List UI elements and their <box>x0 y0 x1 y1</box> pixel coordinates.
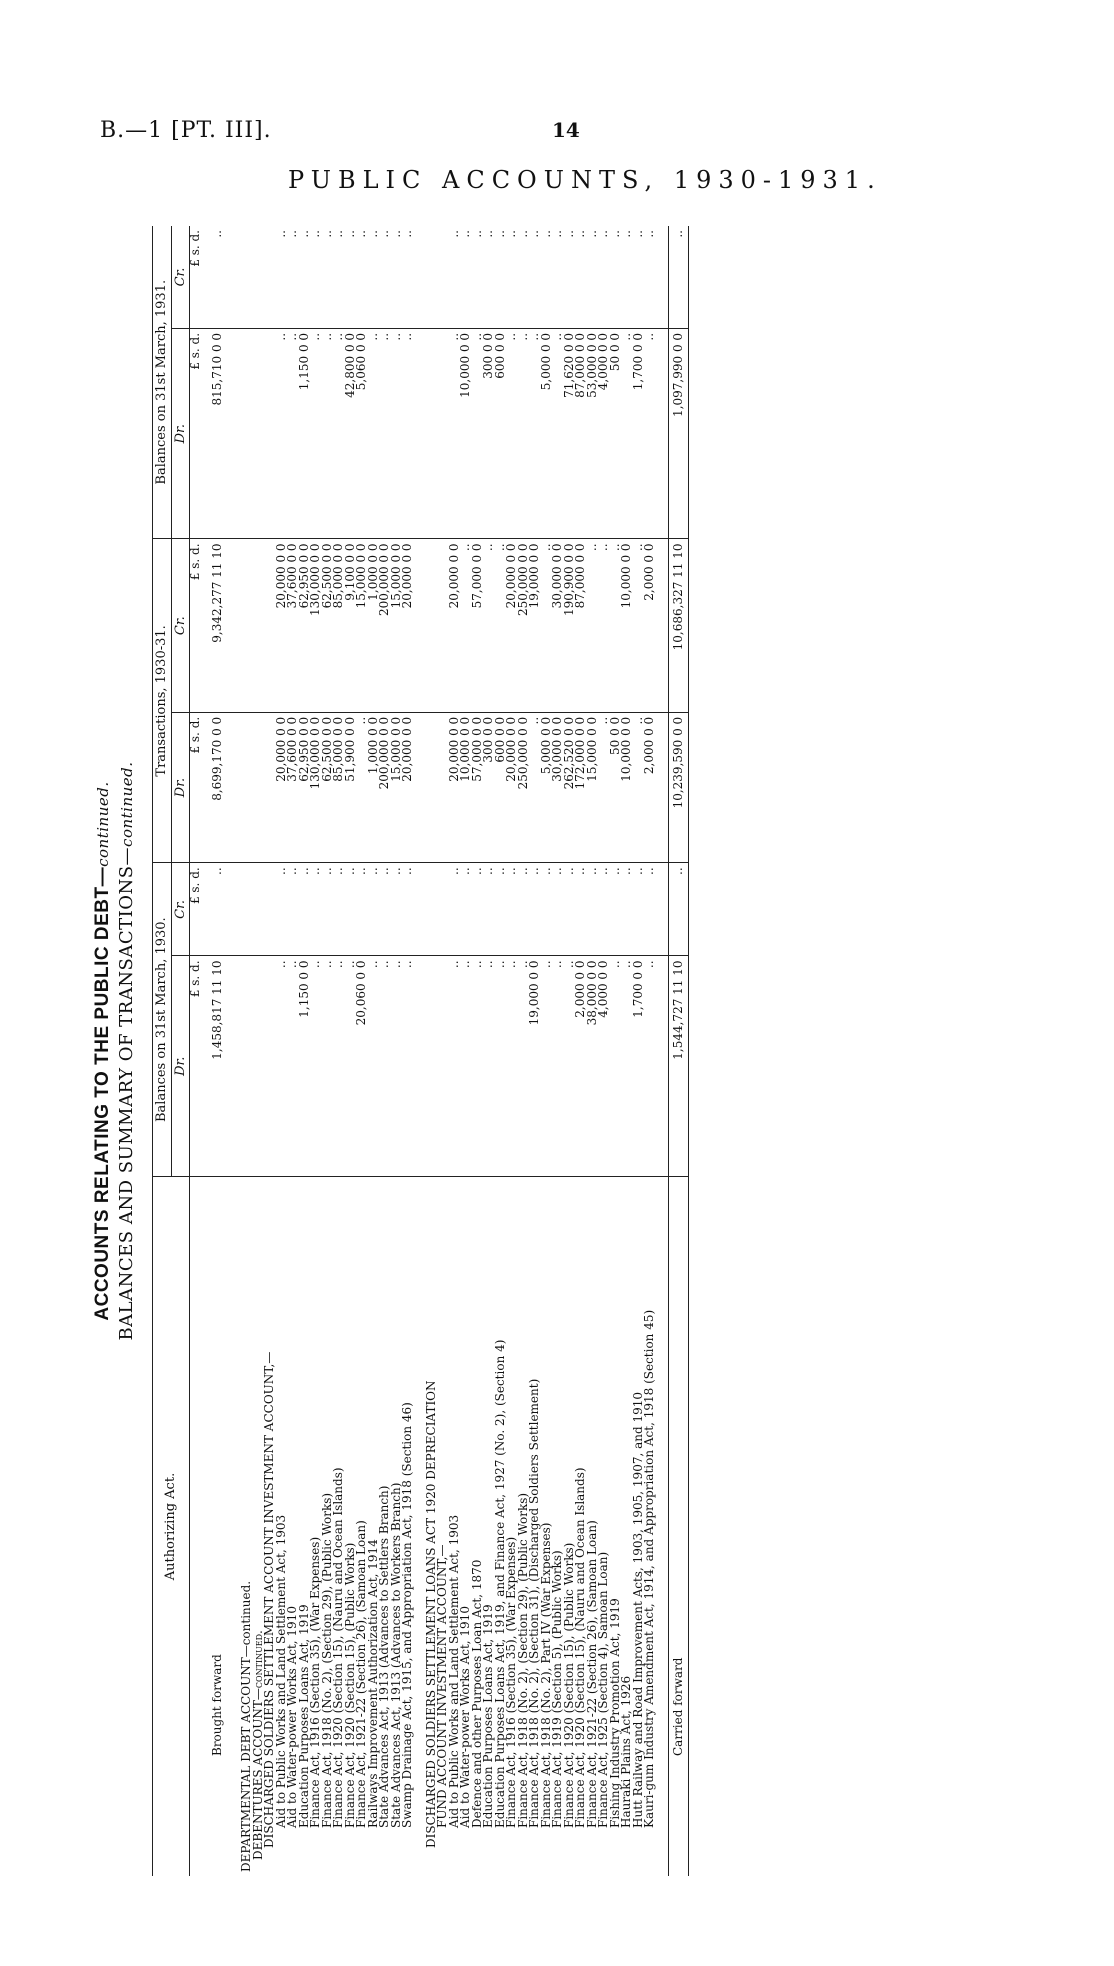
cell-b30cr: .. <box>495 863 507 956</box>
authorizing-act-cell: Hauraki Plains Act, 1926 <box>619 1675 633 1828</box>
col-header-cr: Cr. <box>171 863 190 956</box>
cell-b30dr: .. <box>644 956 656 1177</box>
cell-tdr: 2,000 0 0 <box>644 712 656 863</box>
cell-b30cr: .. <box>310 863 322 956</box>
cell-tdr: 200,000 0 0 <box>379 712 391 863</box>
cell-tdr: 10,000 0 0 <box>460 712 472 863</box>
cell-b30dr: .. <box>610 956 622 1177</box>
cell-tdr: 30,000 0 0 <box>552 712 564 863</box>
cell-b31dr: 10,000 0 0 <box>460 328 472 539</box>
cell-tdr: 250,000 0 0 <box>518 712 530 863</box>
table-row <box>610 226 622 1876</box>
cell-b30dr: 2,000 0 0 <box>575 956 587 1177</box>
cell-b30cr: .. <box>202 863 242 956</box>
cell-tdr: 5,000 0 0 <box>541 712 553 863</box>
cell-b31cr: .. <box>575 226 587 328</box>
cell-b31dr: 1,700 0 0 <box>633 328 645 539</box>
page-title: PUBLIC ACCOUNTS, 1930-1931. <box>288 166 882 194</box>
units-label: £ s. d. <box>190 226 202 328</box>
cell-tdr: 20,000 0 0 <box>402 712 414 863</box>
cell-b31cr: .. <box>621 226 633 328</box>
cell-tdr: 51,900 0 0 <box>345 712 357 863</box>
cell-b30cr: .. <box>506 863 518 956</box>
heading-departmental-debt: DEPARTMENTAL DEBT ACCOUNT—continued. <box>239 1580 253 1872</box>
authorizing-act-cell: Aid to Water-power Works Act, 1910 <box>458 1606 472 1828</box>
cell-b31dr: 87,000 0 0 <box>575 328 587 539</box>
authorizing-act-cell: Fishing Industry Promotion Act, 1919 <box>607 1598 622 1828</box>
cell-tcr: 20,000 0 0 <box>276 539 288 712</box>
cell-b30cr: .. <box>299 863 311 956</box>
cell-tcr: 20,000 0 0 <box>449 539 461 712</box>
cell-tcr: 19,000 0 0 <box>529 539 541 712</box>
cell-b30dr: 1,150 0 0 <box>299 956 311 1177</box>
col-header-act: Authorizing Act. <box>153 1177 190 1877</box>
cell-b30dr: 1,700 0 0 <box>633 956 645 1177</box>
carried-forward-row <box>668 226 689 1876</box>
authorizing-act-cell: Railways Improvement Authorization Act, 1914 <box>365 1539 380 1828</box>
cell-b31cr: .. <box>368 226 380 328</box>
cell-b31dr: 5,060 0 0 <box>356 328 368 539</box>
cell-b31dr: .. <box>518 328 530 539</box>
cell-b30cr: .. <box>483 863 495 956</box>
cell-b31dr: 50 0 0 <box>610 328 622 539</box>
authorizing-act-cell: Finance Act, 1920 (Section 15), (Public Works) <box>342 1542 357 1828</box>
cell-b30cr: .. <box>356 863 368 956</box>
cell-b31cr: .. <box>506 226 518 328</box>
cell-b30dr: .. <box>552 956 564 1177</box>
cell-b30cr: .. <box>379 863 391 956</box>
col-header-cr: Cr. <box>171 226 190 328</box>
cell-b31cr: .. <box>287 226 299 328</box>
authorizing-act-cell: State Advances Act, 1913 (Advances to Workers Branch) <box>388 1482 403 1828</box>
cell-b31cr: .. <box>299 226 311 328</box>
authorizing-act-cell: Finance Act, 1916 (Section 35), (War Expenses) <box>504 1536 518 1828</box>
cell-b30cr: .. <box>460 863 472 956</box>
authorizing-act-cell: Finance Act, 1925 (Section 4), Samoan Loan) <box>596 1551 610 1828</box>
cell-tdr: 8,699,170 0 0 <box>202 712 242 863</box>
cell-b31dr: 4,000 0 0 <box>598 328 610 539</box>
cell-b30dr: .. <box>621 956 633 1177</box>
cell-tcr: 250,000 0 0 <box>518 539 530 712</box>
cell-tdr: 15,000 0 0 <box>391 712 403 863</box>
authorizing-act-cell: Education Purposes Loans Act, 1919, and Finance Act, 1927 (No. 2), (Section 4) <box>492 1339 507 1828</box>
cell-b31dr: .. <box>552 328 564 539</box>
cell-tdr: .. <box>356 712 368 863</box>
cell-tcr: .. <box>598 539 610 712</box>
public-debt-table <box>152 226 689 1876</box>
cell-b30cr: .. <box>449 863 461 956</box>
rows-group-a <box>273 226 414 1876</box>
authorizing-act-cell: Education Purposes Loans Act, 1919 <box>481 1604 495 1828</box>
cell-b31dr: .. <box>644 328 656 539</box>
cell-b30dr: .. <box>391 956 403 1177</box>
cell-tcr: .. <box>610 539 622 712</box>
cell-tdr: 10,239,590 0 0 <box>668 712 689 863</box>
brought-forward-row <box>202 226 242 1876</box>
cell-tdr: 172,000 0 0 <box>575 712 587 863</box>
cell-b31dr: .. <box>449 328 461 539</box>
page-number: 14 <box>552 118 580 142</box>
cell-b30dr: .. <box>368 956 380 1177</box>
col-header-transactions: Transactions, 1930-31. <box>153 539 172 863</box>
cell-b30dr: .. <box>379 956 391 1177</box>
authorizing-act-cell: Finance Act, 1921-22 (Section 26), (Samoan Loan) <box>584 1520 599 1828</box>
cell-b30cr: .. <box>564 863 576 956</box>
cell-b31dr: .. <box>391 328 403 539</box>
cell-b31dr: .. <box>472 328 484 539</box>
cell-b31cr: .. <box>310 226 322 328</box>
cell-b31cr: .. <box>483 226 495 328</box>
cell-tcr: 9,100 0 0 <box>345 539 357 712</box>
cell-b30cr: .. <box>333 863 345 956</box>
cell-b31cr: .. <box>518 226 530 328</box>
cell-b31dr: .. <box>276 328 288 539</box>
caption-line-2: BALANCES AND SUMMARY OF TRANSACTIONS—continued. <box>116 761 137 1341</box>
units-label: £ s. d. <box>190 712 202 863</box>
brought-forward-label: Brought forward <box>209 1654 224 1756</box>
cell-b30cr: .. <box>633 863 645 956</box>
cell-b30dr: 38,000 0 0 <box>587 956 599 1177</box>
cell-b30cr: .. <box>610 863 622 956</box>
authorizing-act-cell: Aid to Water-power Works Act, 1910 <box>285 1606 299 1828</box>
authorizing-act-cell: Hutt Railway and Road Improvement Acts, 1903, 1905, 1907, and 1910 <box>630 1391 645 1828</box>
rotated-table-region <box>92 226 1062 1876</box>
cell-b30dr: .. <box>449 956 461 1177</box>
cell-b31dr: .. <box>368 328 380 539</box>
cell-b31dr: .. <box>322 328 334 539</box>
cell-b30dr: .. <box>345 956 357 1177</box>
cell-b31dr: .. <box>402 328 414 539</box>
cell-b31cr: .. <box>402 226 414 328</box>
cell-tcr: 57,000 0 0 <box>472 539 484 712</box>
cell-tcr: 62,950 0 0 <box>299 539 311 712</box>
cell-b30dr: .. <box>322 956 334 1177</box>
cell-b31cr: .. <box>644 226 656 328</box>
authorizing-act-cell: Education Purposes Loans Act, 1919 <box>296 1604 311 1828</box>
cell-tcr: .. <box>541 539 553 712</box>
cell-b31cr: .. <box>345 226 357 328</box>
cell-b31cr: .. <box>356 226 368 328</box>
cell-b30dr: .. <box>564 956 576 1177</box>
authorizing-act-cell: Finance Act, 1919 (Section 5), (Public Works) <box>550 1550 564 1828</box>
cell-tdr: 62,950 0 0 <box>299 712 311 863</box>
cell-tcr: 87,000 0 0 <box>575 539 587 712</box>
cell-b31cr: .. <box>598 226 610 328</box>
table-caption <box>92 226 137 1876</box>
authorizing-act-cell: Aid to Public Works and Land Settlement Act, 1903 <box>446 1514 461 1828</box>
units-label: £ s. d. <box>190 539 202 712</box>
col-header-dr: Dr. <box>171 956 190 1177</box>
cell-b31cr: .. <box>564 226 576 328</box>
col-header-dr: Dr. <box>171 328 190 539</box>
cell-b30dr: .. <box>402 956 414 1177</box>
cell-b30dr: 1,544,727 11 10 <box>668 956 689 1177</box>
cell-b31cr: .. <box>379 226 391 328</box>
cell-tdr: 50 0 0 <box>610 712 622 863</box>
units-label: £ s. d. <box>190 863 202 956</box>
cell-b30cr: .. <box>644 863 656 956</box>
cell-b30dr: 4,000 0 0 <box>598 956 610 1177</box>
heading-depreciation-investment: FUND ACCOUNT INVESTMENT ACCOUNT,— <box>435 1544 449 1828</box>
cell-b31dr: 815,710 0 0 <box>202 328 242 539</box>
cell-b31dr: .. <box>621 328 633 539</box>
authorizing-act-cell: Finance Act, 1918 (No. 2), (Section 29), (Public Works) <box>319 1492 334 1828</box>
cell-b30cr: .. <box>322 863 334 956</box>
authorizing-act-cell: Finance Act, 1920 (Section 15), (Public Works) <box>561 1542 576 1828</box>
cell-tcr: .. <box>483 539 495 712</box>
units-label: £ s. d. <box>190 956 202 1177</box>
cell-tdr: .. <box>529 712 541 863</box>
cell-b31cr: .. <box>202 226 242 328</box>
units-row <box>190 226 202 1876</box>
cell-b30cr: .. <box>345 863 357 956</box>
cell-tcr: 10,686,327 11 10 <box>668 539 689 712</box>
cell-b31cr: .. <box>668 226 689 328</box>
authorizing-act-cell: Finance Act, 1920 (Section 15), (Nauru and Ocean Islands) <box>573 1467 587 1828</box>
cell-b31cr: .. <box>529 226 541 328</box>
cell-tdr: 262,520 0 0 <box>564 712 576 863</box>
cell-b30dr: 19,000 0 0 <box>529 956 541 1177</box>
col-header-bal1930: Balances on 31st March, 1930. <box>153 863 172 1177</box>
cell-b30cr: .. <box>472 863 484 956</box>
cell-tdr: 85,000 0 0 <box>333 712 345 863</box>
cell-b30dr: .. <box>506 956 518 1177</box>
cell-b30dr: 1,458,817 11 10 <box>202 956 242 1177</box>
cell-b31dr: 1,150 0 0 <box>299 328 311 539</box>
cell-tdr: 20,000 0 0 <box>449 712 461 863</box>
cell-b30cr: .. <box>598 863 610 956</box>
cell-tcr: 130,000 0 0 <box>310 539 322 712</box>
cell-b31dr: 600 0 0 <box>495 328 507 539</box>
authorizing-act-cell: Aid to Public Works and Land Settlement Act, 1903 <box>273 1514 288 1828</box>
cell-tcr: 62,500 0 0 <box>322 539 334 712</box>
cell-b30dr: .. <box>541 956 553 1177</box>
cell-tdr: 130,000 0 0 <box>310 712 322 863</box>
authorizing-act-cell: Finance Act, 1916 (Section 35), (War Expenses) <box>308 1536 322 1828</box>
cell-b31dr: 1,097,990 0 0 <box>668 328 689 539</box>
cell-b31cr: .. <box>610 226 622 328</box>
cell-tcr: .. <box>460 539 472 712</box>
cell-b30dr: .. <box>483 956 495 1177</box>
cell-b30cr: .. <box>541 863 553 956</box>
authorizing-act-cell: Finance Act, 1921-22 (Section 26), (Samoan Loan) <box>354 1520 368 1828</box>
cell-tcr: 20,000 0 0 <box>506 539 518 712</box>
cell-b31dr: 42,800 0 0 <box>345 328 357 539</box>
cell-b30cr: .. <box>402 863 414 956</box>
cell-tdr: 20,000 0 0 <box>276 712 288 863</box>
authorizing-act-cell: Finance Act, 1918 (No. 2), (Section 31), (Discharged Soldiers Settlement) <box>527 1378 541 1828</box>
table-row <box>644 226 656 1876</box>
authorizing-act-cell: Kauri-gum Industry Amendment Act, 1914, and Appropriation Act, 1918 (Section 45) <box>642 1309 656 1828</box>
cell-b31cr: .. <box>541 226 553 328</box>
cell-b30cr: .. <box>587 863 599 956</box>
cell-tdr: 300 0 0 <box>483 712 495 863</box>
cell-tdr: .. <box>598 712 610 863</box>
cell-b31dr: 71,620 0 0 <box>564 328 576 539</box>
cell-b30cr: .. <box>575 863 587 956</box>
cell-b30cr: .. <box>276 863 288 956</box>
cell-b30dr: .. <box>310 956 322 1177</box>
cell-b30dr: .. <box>518 956 530 1177</box>
cell-b31cr: .. <box>472 226 484 328</box>
col-header-cr: Cr. <box>171 539 190 712</box>
cell-tdr: 57,000 0 0 <box>472 712 484 863</box>
cell-b31cr: .. <box>633 226 645 328</box>
cell-b30cr: .. <box>391 863 403 956</box>
units-label: £ s. d. <box>190 328 202 539</box>
cell-b30dr: .. <box>276 956 288 1177</box>
authorizing-act-cell: Defence and other Purposes Loan Act, 1870 <box>469 1559 484 1828</box>
cell-b30cr: .. <box>287 863 299 956</box>
cell-b31cr: .. <box>552 226 564 328</box>
cell-tcr: .. <box>633 539 645 712</box>
cell-tcr: 15,000 0 0 <box>356 539 368 712</box>
cell-tcr: 15,000 0 0 <box>391 539 403 712</box>
cell-tcr: 85,000 0 0 <box>333 539 345 712</box>
authorizing-act-cell: Swamp Drainage Act, 1915, and Appropriation Act, 1918 (Section 46) <box>400 1402 414 1828</box>
col-header-dr: Dr. <box>171 712 190 863</box>
carried-forward-label: Carried forward <box>668 1177 689 1877</box>
cell-tcr: 190,900 0 0 <box>564 539 576 712</box>
rows-group-b <box>446 226 656 1876</box>
cell-tdr: 20,000 0 0 <box>506 712 518 863</box>
cell-tcr: .. <box>495 539 507 712</box>
authorizing-act-cell: Finance Act, 1918 (No. 2), Part IV (War Expenses) <box>538 1522 553 1828</box>
caption-line-1: ACCOUNTS RELATING TO THE PUBLIC DEBT—continued. <box>92 781 113 1321</box>
cell-b31cr: .. <box>322 226 334 328</box>
cell-tdr: 10,000 0 0 <box>621 712 633 863</box>
heading-debentures: DEBENTURES ACCOUNT—continued. <box>250 1630 265 1860</box>
cell-b30cr: .. <box>518 863 530 956</box>
cell-tdr: 600 0 0 <box>495 712 507 863</box>
cell-b30dr: .. <box>333 956 345 1177</box>
col-header-bal1931: Balances on 31st March, 1931. <box>153 226 172 539</box>
table-row <box>402 226 414 1876</box>
authorizing-act-cell: State Advances Act, 1913 (Advances to Settlers Branch) <box>377 1485 391 1828</box>
cell-b30dr: 20,060 0 0 <box>356 956 368 1177</box>
cell-tcr: 2,000 0 0 <box>644 539 656 712</box>
cell-b31dr: 300 0 0 <box>483 328 495 539</box>
cell-tdr: .. <box>633 712 645 863</box>
cell-b31dr: .. <box>379 328 391 539</box>
cell-b30dr: .. <box>472 956 484 1177</box>
cell-b31dr: .. <box>310 328 322 539</box>
cell-tdr: 1,000 0 0 <box>368 712 380 863</box>
cell-b31dr: 5,000 0 0 <box>541 328 553 539</box>
cell-tcr: 20,000 0 0 <box>402 539 414 712</box>
cell-tcr: 9,342,277 11 10 <box>202 539 242 712</box>
cell-tcr: 200,000 0 0 <box>379 539 391 712</box>
cell-b31dr: 53,000 0 0 <box>587 328 599 539</box>
cell-b31cr: .. <box>495 226 507 328</box>
authorizing-act-cell: Finance Act, 1920 (Section 15), (Nauru and Ocean Islands) <box>331 1467 345 1828</box>
authorizing-act-cell: Finance Act, 1918 (No. 2), (Section 29), (Public Works) <box>515 1492 530 1828</box>
cell-b30cr: .. <box>529 863 541 956</box>
cell-b31cr: .. <box>587 226 599 328</box>
cell-b31dr: .. <box>529 328 541 539</box>
cell-tcr: 10,000 0 0 <box>621 539 633 712</box>
heading-depreciation-fund: DISCHARGED SOLDIERS SETTLEMENT LOANS ACT 1920 DEPRECIATION <box>423 1380 438 1848</box>
cell-b31cr: .. <box>276 226 288 328</box>
cell-tcr: 30,000 0 0 <box>552 539 564 712</box>
cell-b31cr: .. <box>391 226 403 328</box>
cell-b30dr: .. <box>460 956 472 1177</box>
cell-tdr: 15,000 0 0 <box>587 712 599 863</box>
cell-tdr: 62,500 0 0 <box>322 712 334 863</box>
section-heading <box>241 226 253 1876</box>
cell-tcr: .. <box>587 539 599 712</box>
cell-b31cr: .. <box>333 226 345 328</box>
cell-tcr: 1,000 0 0 <box>368 539 380 712</box>
cell-b30cr: .. <box>621 863 633 956</box>
cell-b31cr: .. <box>449 226 461 328</box>
cell-b31dr: .. <box>333 328 345 539</box>
heading-settlement-investment: DISCHARGED SOLDIERS SETTLEMENT ACCOUNT INVESTMENT ACCOUNT,— <box>262 1351 276 1848</box>
cell-b31dr: .. <box>506 328 518 539</box>
cell-b30cr: .. <box>552 863 564 956</box>
cell-b31dr: .. <box>287 328 299 539</box>
page-series-label: B.—1 [PT. III]. <box>100 118 272 143</box>
cell-tcr: 37,600 0 0 <box>287 539 299 712</box>
cell-b30cr: .. <box>668 863 689 956</box>
cell-b31cr: .. <box>460 226 472 328</box>
cell-b30cr: .. <box>368 863 380 956</box>
cell-b30dr: .. <box>287 956 299 1177</box>
cell-b30dr: .. <box>495 956 507 1177</box>
cell-tdr: 37,600 0 0 <box>287 712 299 863</box>
